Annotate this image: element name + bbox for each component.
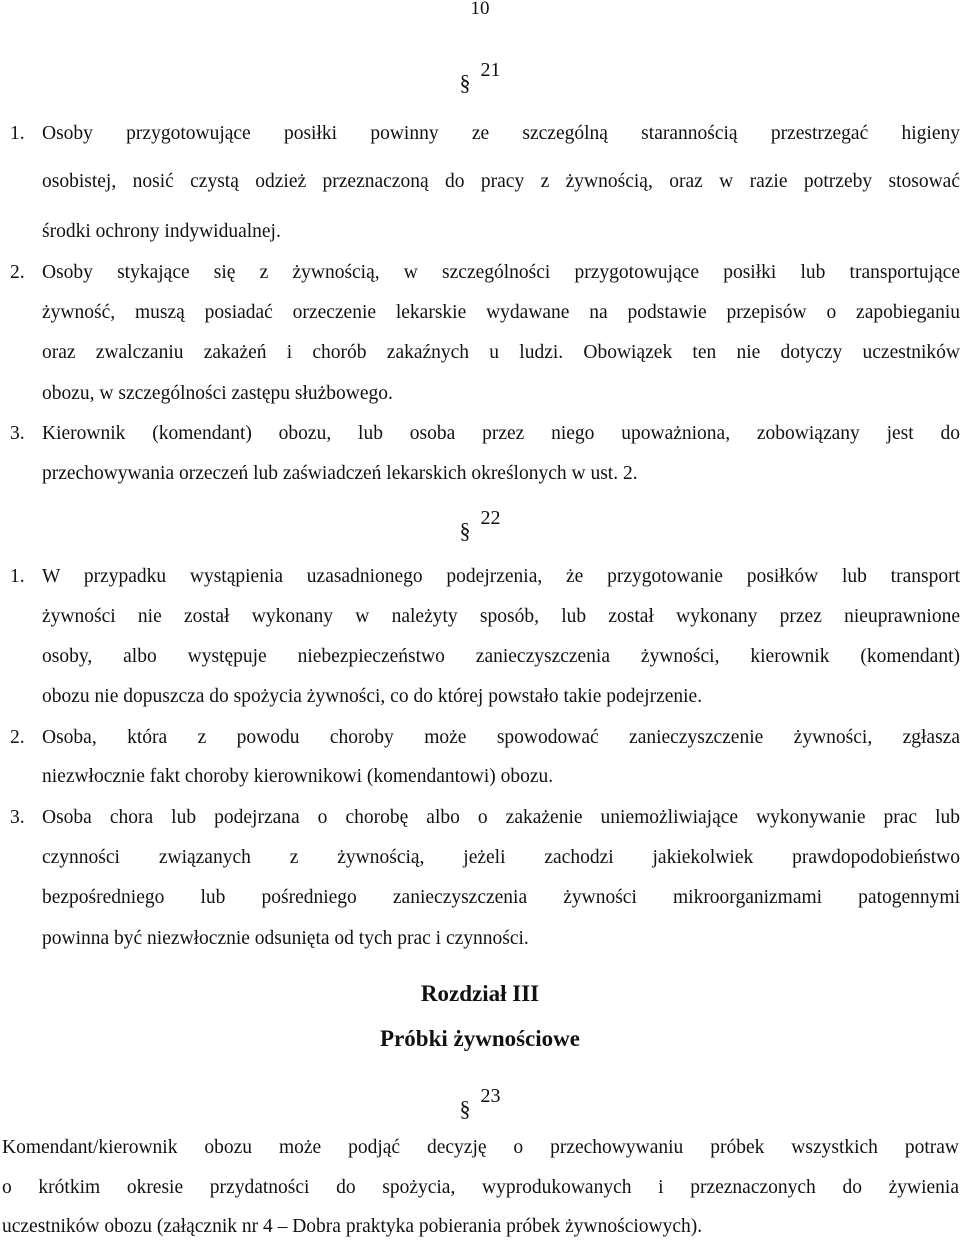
section-number: 23 (480, 1085, 501, 1107)
item-number: 3. (10, 423, 25, 444)
text-line: Osoby przygotowujące posiłki powinny ze szczególną starannością przestrzegać higieny (42, 123, 960, 144)
section-sign: § (459, 1096, 471, 1121)
text-line: oraz zwalczaniu zakażeń i chorób zakaźnych u ludzi. Obowiązek ten nie dotyczy uczestników (42, 342, 960, 363)
text-line: przechowywania orzeczeń lub zaświadczeń lekarskich określonych w ust. 2. (42, 463, 638, 484)
chapter-subtitle: Próbki żywnościowe (380, 1026, 580, 1051)
item-number: 2. (10, 262, 25, 283)
text-line: Osoba, która z powodu choroby może spowodować zanieczyszczenie żywności, zgłasza (42, 727, 960, 748)
text-line: czynności związanych z żywnością, jeżeli zachodzi jakiekolwiek prawdopodobieństwo (42, 847, 960, 868)
text-line: W przypadku wystąpienia uzasadnionego podejrzenia, że przygotowanie posiłków lub transport (42, 566, 960, 587)
text-line: środki ochrony indywidualnej. (42, 221, 281, 242)
text-line: powinna być niezwłocznie odsunięta od tych prac i czynności. (42, 928, 529, 949)
section-number: 22 (480, 507, 501, 529)
text-line: obozu, w szczególności zastępu służbowego. (42, 383, 393, 404)
section-number: 21 (480, 59, 501, 81)
text-line: uczestników obozu (załącznik nr 4 – Dobra praktyka pobierania próbek żywnościowych). (2, 1216, 703, 1237)
item-number: 3. (10, 807, 25, 828)
text-line: osoby, albo występuje niebezpieczeństwo zanieczyszczenia żywności, kierownik (komendant) (42, 646, 960, 667)
page-number: 10 (470, 0, 490, 19)
section-sign: § (459, 70, 471, 95)
text-line: niezwłocznie fakt choroby kierownikowi (komendantowi) obozu. (42, 766, 554, 787)
section-sign: § (459, 518, 471, 543)
text-line: o krótkim okresie przydatności do spożycia, wyprodukowanych i przeznaczonych do żywienia (2, 1177, 959, 1198)
text-line: Osoba chora lub podejrzana o chorobę albo o zakażenie uniemożliwiające wykonywanie prac lub (42, 807, 960, 828)
item-number: 1. (10, 123, 25, 144)
section-22-heading (0, 504, 960, 543)
text-line: bezpośredniego lub pośredniego zanieczyszczenia żywności mikroorganizmami patogennymi (42, 887, 960, 908)
item-number: 1. (10, 566, 25, 587)
section-21-heading (0, 56, 960, 95)
text-line: obozu nie dopuszcza do spożycia żywności, co do której powstało takie podejrzenie. (42, 686, 703, 707)
text-line: Osoby stykające się z żywnością, w szczególności przygotowujące posiłki lub transportujące (42, 262, 960, 283)
text-line: żywność, muszą posiadać orzeczenie lekarskie wydawane na podstawie przepisów o zapobieganiu (42, 302, 960, 323)
text-line: osobistej, nosić czystą odzież przeznaczoną do pracy z żywnością, oraz w razie potrzeby stosować (42, 171, 960, 192)
item-number: 2. (10, 727, 25, 748)
text-line: Kierownik (komendant) obozu, lub osoba przez niego upoważniona, zobowiązany jest do (42, 423, 960, 444)
section-23-heading (0, 1082, 960, 1121)
chapter-title: Rozdział III (420, 981, 540, 1006)
text-line: Komendant/kierownik obozu może podjąć decyzję o przechowywaniu próbek wszystkich potraw (2, 1137, 959, 1158)
text-line: żywności nie został wykonany w należyty sposób, lub został wykonany przez nieuprawnione (42, 606, 960, 627)
